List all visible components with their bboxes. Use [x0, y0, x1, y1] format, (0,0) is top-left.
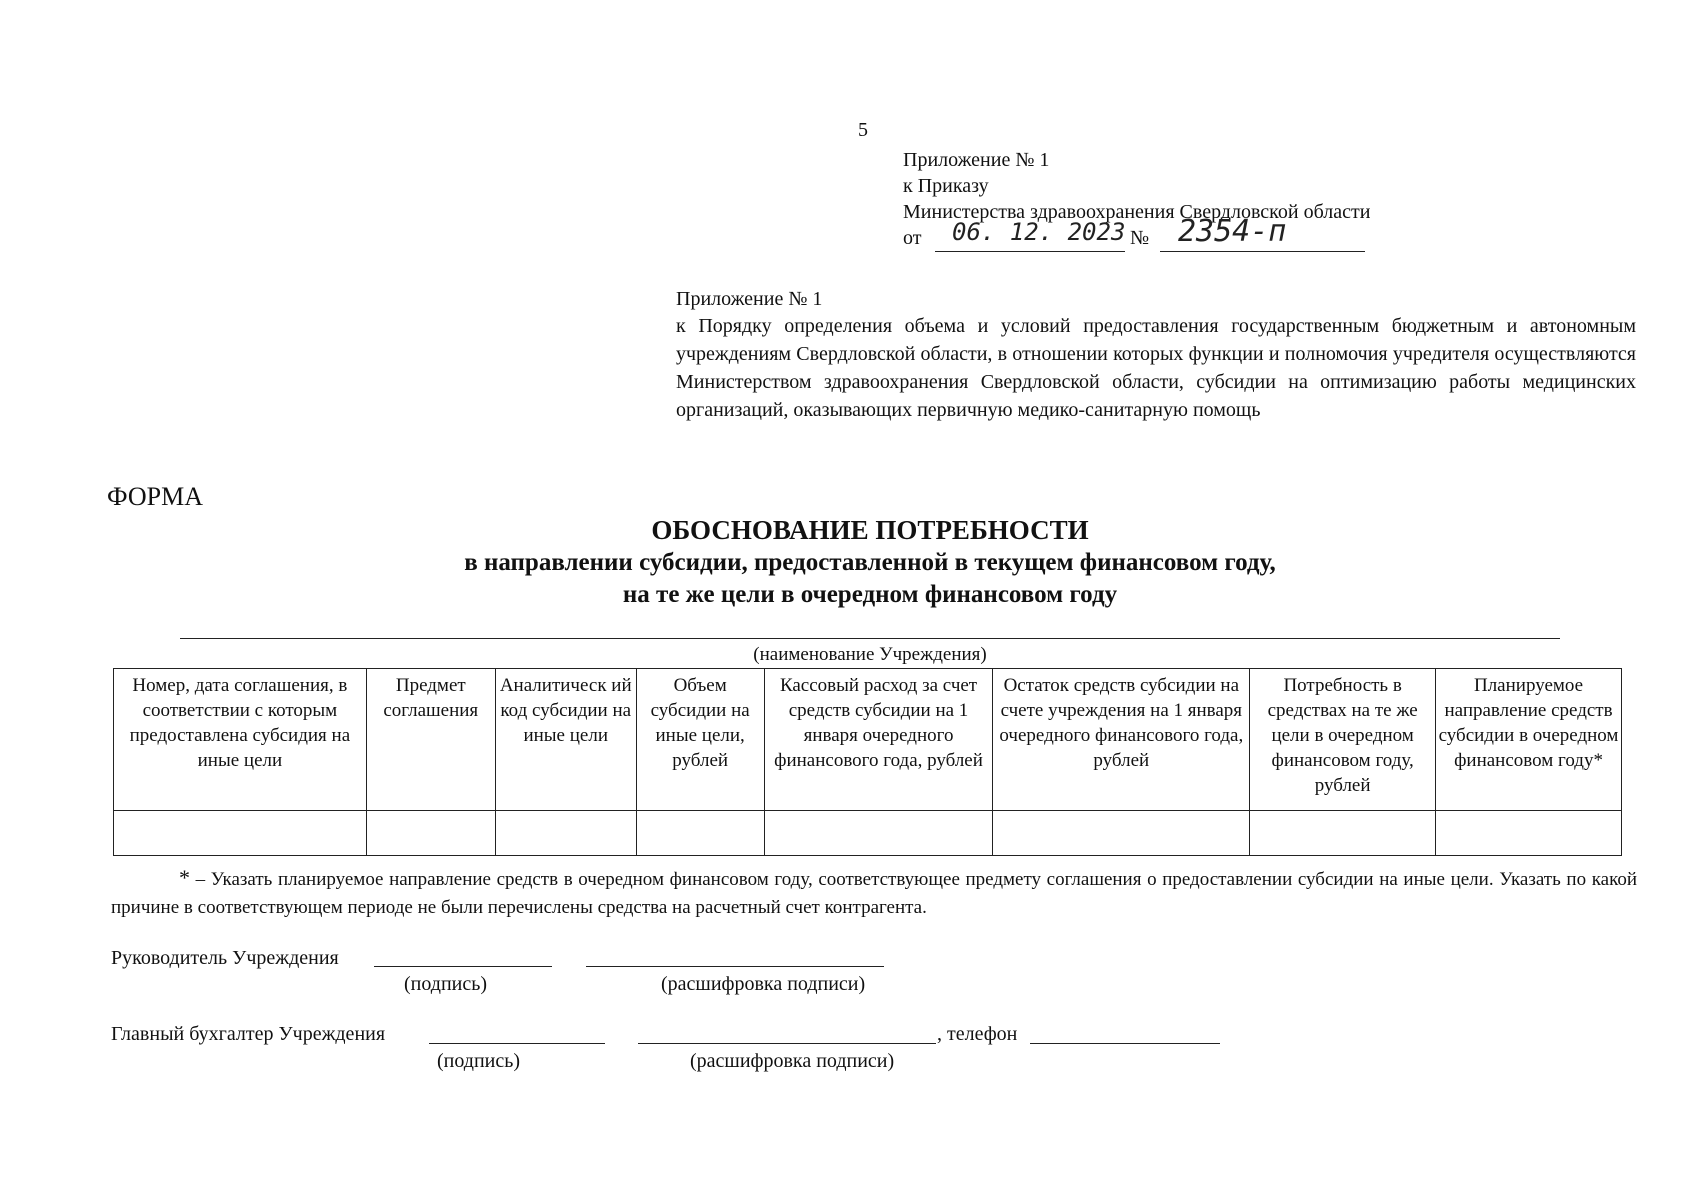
accountant-sign-caption: (подпись) [437, 1050, 521, 1072]
page-number: 5 [858, 119, 868, 141]
footnote-star: * [179, 865, 190, 890]
column-header: Предмет соглашения [366, 669, 495, 811]
table-header-row [114, 669, 1622, 811]
table-cell[interactable] [1436, 811, 1622, 856]
accountant-decode-line[interactable] [638, 1043, 936, 1044]
table-cell[interactable] [764, 811, 993, 856]
order-date-line [935, 251, 1125, 252]
phone-line[interactable] [1030, 1043, 1220, 1044]
order-number-handwritten: 2354-п [1178, 214, 1287, 249]
form-label: ФОРМА [107, 482, 203, 511]
order-number-line [1160, 251, 1365, 252]
table-cell[interactable] [495, 811, 636, 856]
head-signature-line[interactable] [374, 966, 552, 967]
table-cell[interactable] [993, 811, 1250, 856]
table-cell[interactable] [636, 811, 764, 856]
footnote-text: – Указать планируемое направление средств в очередном финансовом году, соответствующее предмету соглашения о предоставлении субсидии на иные цели. Указать по какой причине в соответствующем периоде не были перечислены средства на расчетный счет контрагента. [111, 869, 1637, 918]
table-cell[interactable] [366, 811, 495, 856]
institution-name-line [180, 638, 1560, 639]
order-appendix-line: Приложение № 1 [903, 149, 1050, 171]
page-title: ОБОСНОВАНИЕ ПОТРЕБНОСТИ [651, 515, 1089, 545]
table-cell[interactable] [114, 811, 367, 856]
footnote [111, 864, 1637, 922]
appendix-line: Приложение № 1 [676, 288, 823, 310]
page-subtitle-1: в направлении субсидии, предоставленной в текущем финансовом году, [464, 549, 1276, 576]
column-header: Аналитическ ий код субсидии на иные цели [495, 669, 636, 811]
order-ref-line: к Приказу [903, 175, 989, 197]
appendix-body: к Порядку определения объема и условий предоставления государственным бюджетным и автономным учреждениям Свердловской области, в отношении которых функции и полномочия учредителя осуществляются Министерством здравоохранения Свердловской области, субсидии на оптимизацию работы медицинских организаций, оказывающих первичную медико-санитарную помощь [676, 315, 1636, 421]
need-justification-table [113, 668, 1622, 856]
accountant-label: Главный бухгалтер Учреждения [111, 1023, 386, 1045]
order-date-handwritten: 06. 12. 2023 [952, 218, 1126, 246]
phone-label: , телефон [937, 1023, 1018, 1045]
table-cell[interactable] [1250, 811, 1436, 856]
column-header: Объем субсидии на иные цели, рублей [636, 669, 764, 811]
column-header: Потребность в средствах на те же цели в очередном финансовом году, рублей [1250, 669, 1436, 811]
column-header: Остаток средств субсидии на счете учреждения на 1 января очередного финансового года, рублей [993, 669, 1250, 811]
institution-caption: (наименование Учреждения) [753, 644, 987, 665]
head-label: Руководитель Учреждения [111, 947, 339, 969]
order-number-label: № [1130, 227, 1150, 249]
head-sign-caption: (подпись) [404, 973, 488, 995]
column-header: Кассовый расход за счет средств субсидии на 1 января очередного финансового года, рублей [764, 669, 993, 811]
order-from-label: от [903, 227, 922, 249]
accountant-signature-line[interactable] [429, 1043, 605, 1044]
head-decode-caption: (расшифровка подписи) [661, 973, 866, 995]
head-decode-line[interactable] [586, 966, 884, 967]
column-header: Планируемое направление средств субсидии в очередном финансовом году* [1436, 669, 1622, 811]
column-header: Номер, дата соглашения, в соответствии с которым предоставлена субсидия на иные цели [114, 669, 367, 811]
ministry-line: Министерства здравоохранения Свердловской области [903, 201, 1371, 223]
table-row [114, 811, 1622, 856]
page-subtitle-2: на те же цели в очередном финансовом году [622, 581, 1118, 608]
accountant-decode-caption: (расшифровка подписи) [690, 1050, 895, 1072]
